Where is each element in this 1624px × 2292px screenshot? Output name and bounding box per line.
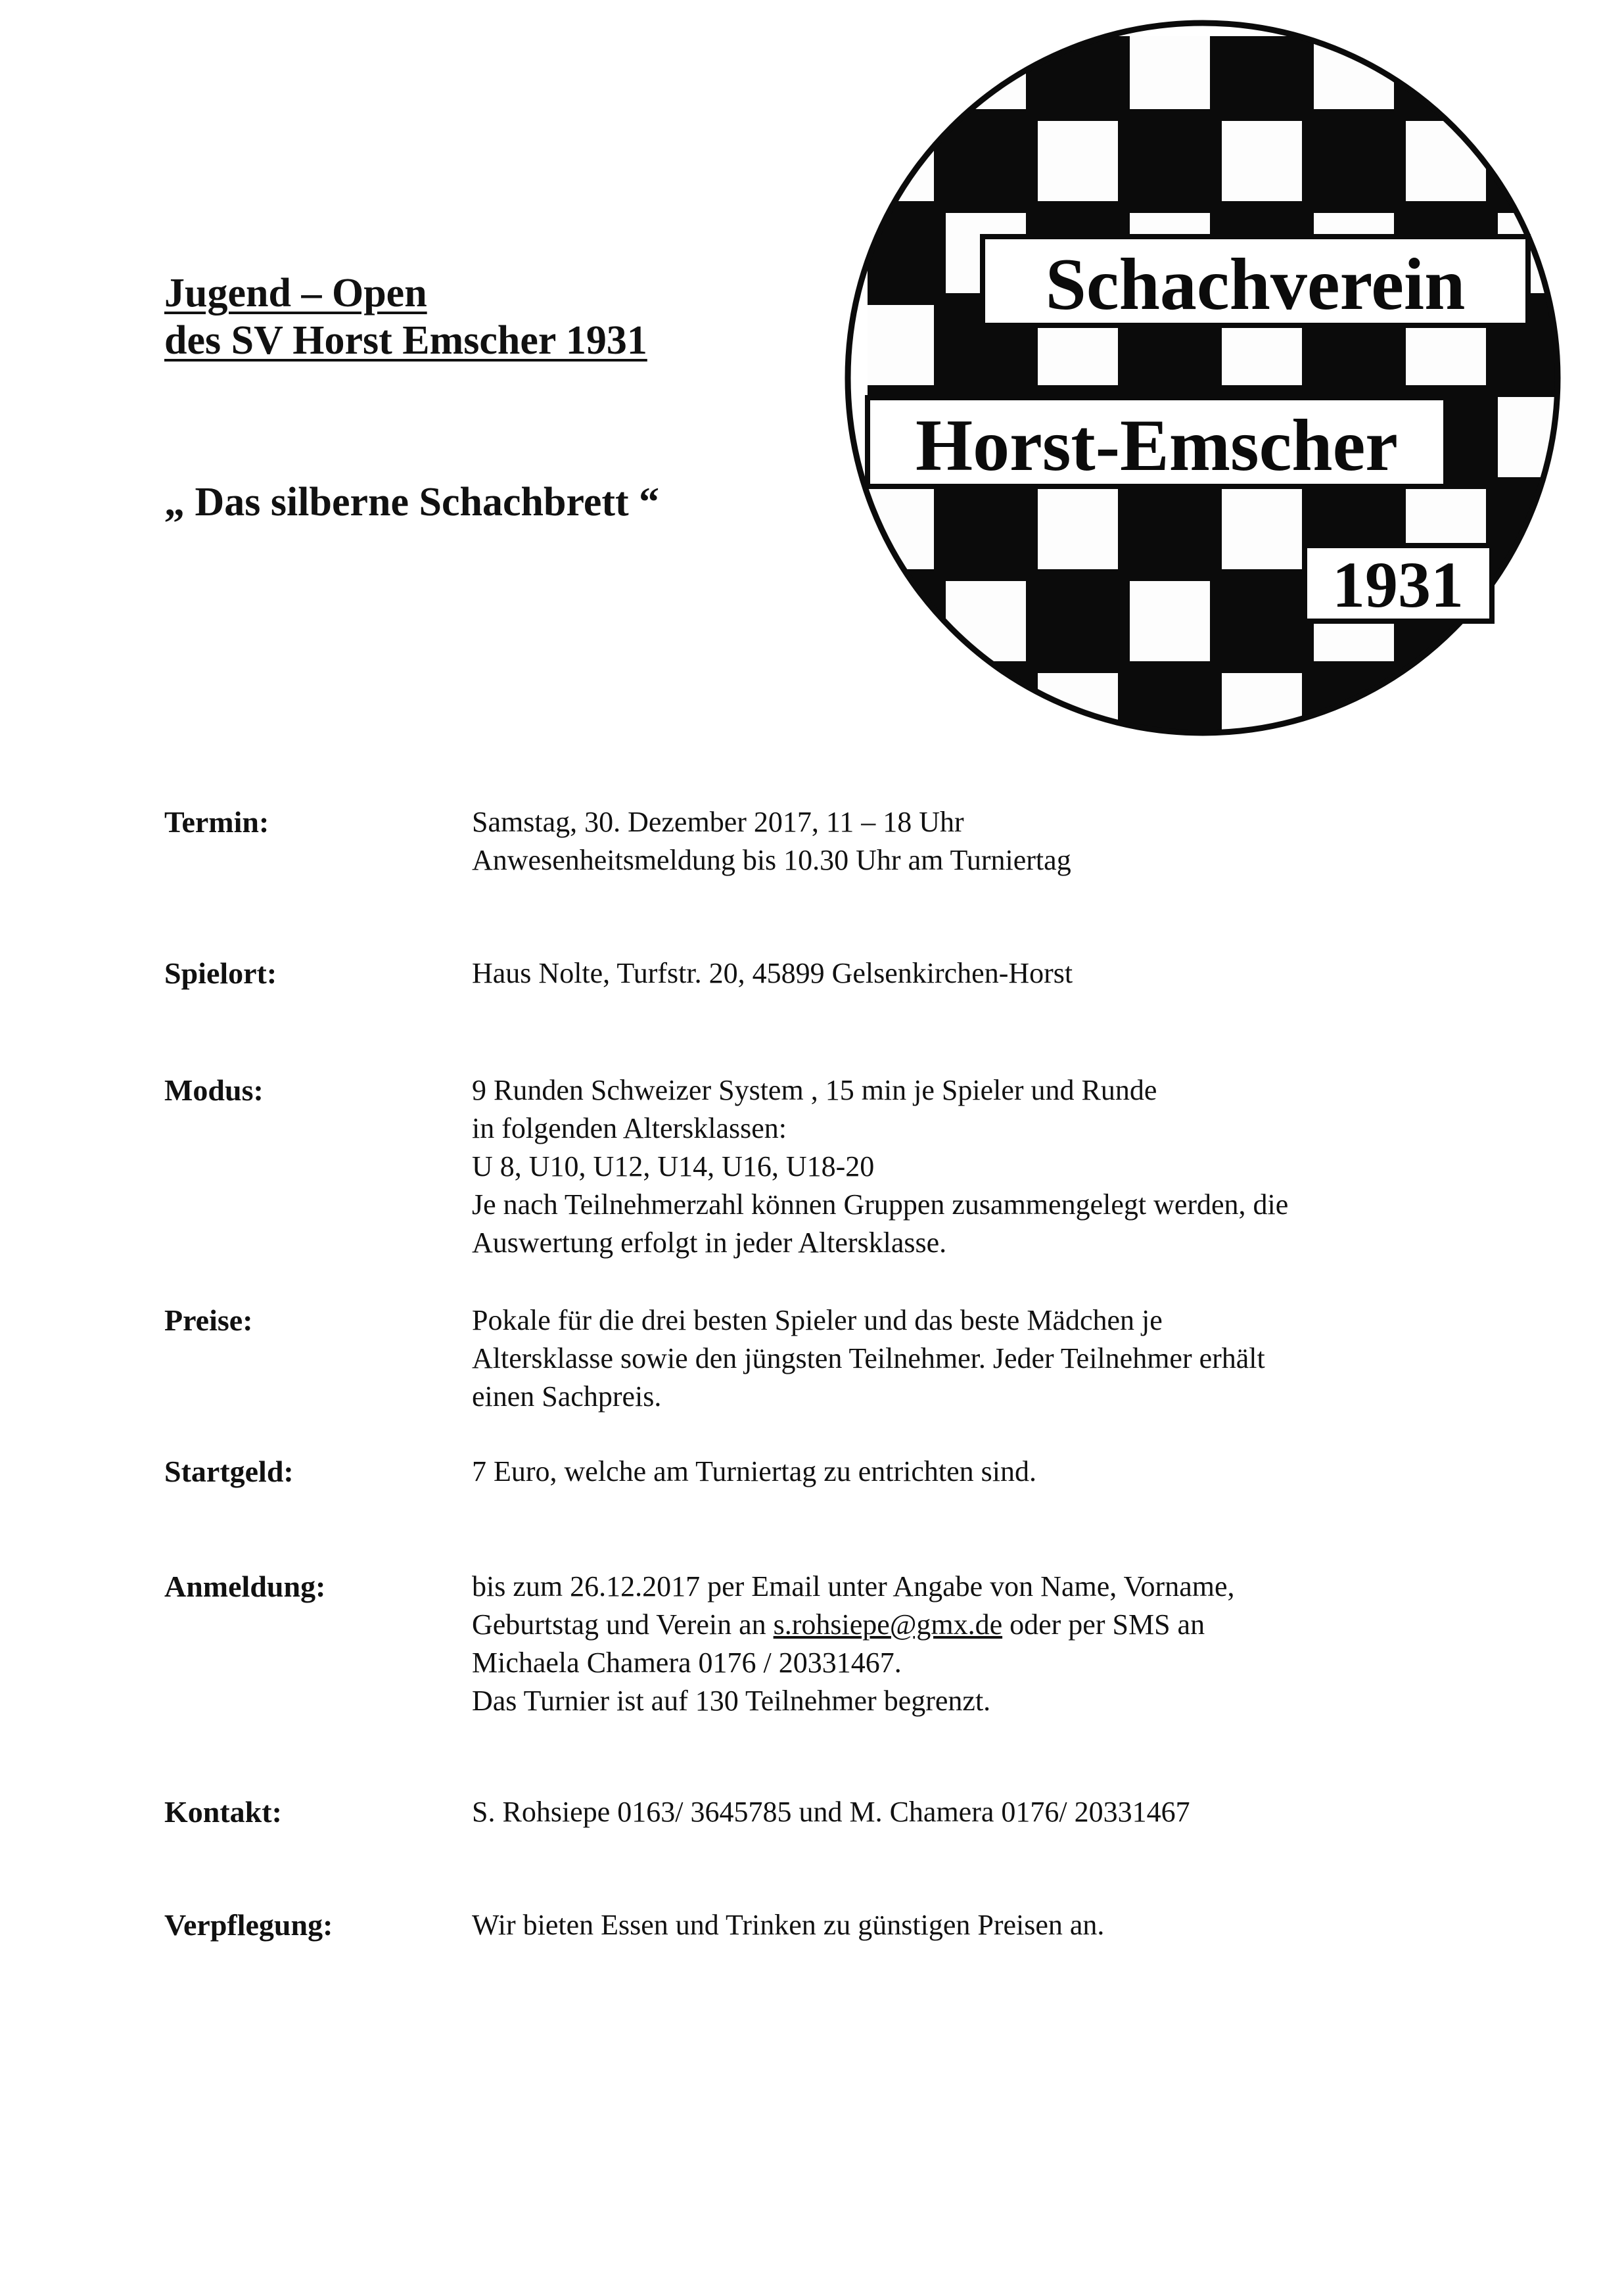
text-line: Altersklasse sowie den jüngsten Teilnehmer. Jeder Teilnehmer erhält <box>472 1342 1265 1374</box>
text-line: S. Rohsiepe 0163/ 3645785 und M. Chamera 0176/ 20331467 <box>472 1796 1190 1828</box>
label-modus: Modus: <box>164 1073 264 1107</box>
text-line: einen Sachpreis. <box>472 1380 662 1413</box>
text-line: Anwesenheitsmeldung bis 10.30 Uhr am Turniertag <box>472 844 1071 876</box>
text-fragment: Geburtstag und Verein an <box>472 1608 774 1641</box>
label-kontakt: Kontakt: <box>164 1795 282 1829</box>
title-line-1: Jugend – Open <box>164 271 427 316</box>
text-line: Das Turnier ist auf 130 Teilnehmer begrenzt. <box>472 1685 991 1717</box>
content-modus <box>472 1071 1576 1262</box>
text-line: Haus Nolte, Turfstr. 20, 45899 Gelsenkirchen-Horst <box>472 957 1073 989</box>
text-line: Pokale für die drei besten Spieler und das beste Mädchen je <box>472 1304 1163 1336</box>
text-line: Wir bieten Essen und Trinken zu günstigen Preisen an. <box>472 1909 1105 1941</box>
text-line: bis zum 26.12.2017 per Email unter Angabe von Name, Vorname, <box>472 1570 1235 1602</box>
label-anmeldung: Anmeldung: <box>164 1570 326 1603</box>
content-spielort <box>472 954 1576 993</box>
page-title <box>164 269 647 364</box>
content-kontakt <box>472 1793 1576 1831</box>
title-line-2: des SV Horst Emscher 1931 <box>164 318 647 363</box>
club-logo <box>822 10 1584 746</box>
text-line: 7 Euro, welche am Turniertag zu entrichten sind. <box>472 1455 1037 1487</box>
text-line: Auswertung erfolgt in jeder Altersklasse. <box>472 1227 947 1259</box>
content-verpflegung <box>472 1906 1576 1944</box>
logo-word-horst-emscher: Horst-Emscher <box>915 405 1399 486</box>
email-link[interactable]: s.rohsiepe@gmx.de <box>773 1608 1003 1641</box>
content-anmeldung <box>472 1568 1576 1720</box>
text-line <box>472 1606 1576 1644</box>
text-line: Samstag, 30. Dezember 2017, 11 – 18 Uhr <box>472 806 964 838</box>
text-line: U 8, U10, U12, U14, U16, U18-20 <box>472 1150 875 1182</box>
content-startgeld <box>472 1453 1576 1491</box>
text-fragment: oder per SMS an <box>1002 1608 1205 1641</box>
text-line: 9 Runden Schweizer System , 15 min je Spieler und Runde <box>472 1074 1157 1106</box>
content-termin <box>472 803 1576 879</box>
content-preise <box>472 1301 1576 1416</box>
text-line: Je nach Teilnehmerzahl können Gruppen zusammengelegt werden, die <box>472 1188 1289 1221</box>
logo-word-schachverein: Schachverein <box>1045 244 1466 325</box>
text-line: Michaela Chamera 0176 / 20331467. <box>472 1647 902 1679</box>
tournament-subtitle: „ Das silberne Schachbrett “ <box>164 480 660 525</box>
text-line: in folgenden Altersklassen: <box>472 1112 787 1144</box>
label-verpflegung: Verpflegung: <box>164 1908 333 1942</box>
label-startgeld: Startgeld: <box>164 1455 294 1488</box>
label-termin: Termin: <box>164 805 269 839</box>
label-preise: Preise: <box>164 1303 253 1337</box>
label-spielort: Spielort: <box>164 956 277 990</box>
logo-year: 1931 <box>1332 548 1464 621</box>
